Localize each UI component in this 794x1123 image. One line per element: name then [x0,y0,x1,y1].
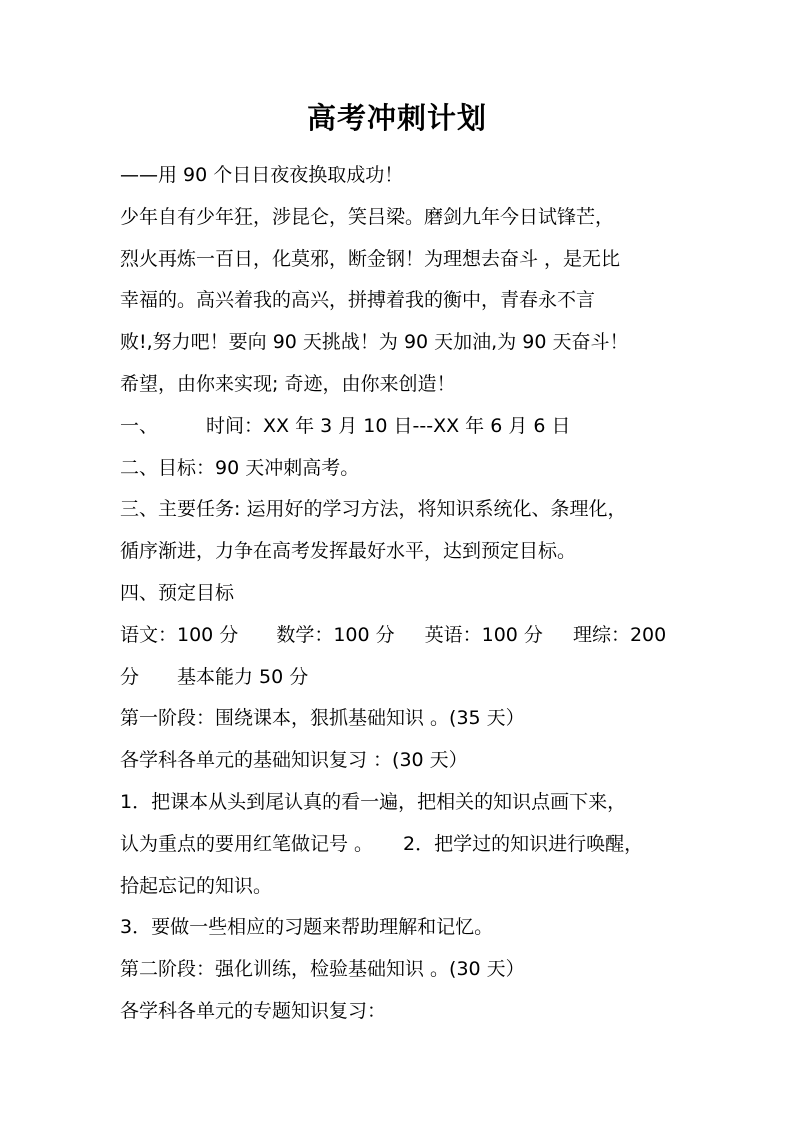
score-math: 数学：100 分 [276,623,395,646]
score-basic: 基本能力 50 分 [177,665,309,688]
intro-line-4: 败!,努力吧！要向 90 天挑战！为 90 天加油,为 90 天奋斗！ [120,331,629,354]
intro-line-3: 幸福的。高兴着我的高兴，拼搏着我的衡中，青春永不言 [120,289,596,312]
stage2-subheading: 各学科各单元的专题知识复习： [120,999,387,1022]
stage1-item2-start: 2．把学过的知识进行唤醒， [403,832,644,855]
score-chinese: 语文：100 分 [120,623,239,646]
intro-line-5: 希望，由你来实现; 奇迹，由你来创造！ [120,372,456,395]
score-english: 英语：100 分 [424,623,543,646]
stage1-subheading: 各学科各单元的基础知识复习 ：(30 天） [120,749,468,772]
score-science-prefix: 理综：200 [572,623,667,646]
document-body [120,155,680,1033]
stage1-item3: 3．要做一些相应的习题来帮助理解和记忆。 [120,916,494,939]
scores-line-1 [120,615,680,657]
intro-line-2: 烈火再炼一百日，化莫邪，断金钢！为理想去奋斗 ，是无比 [120,247,621,270]
intro-line-1: 少年自有少年狂，涉昆仑，笑吕梁。磨剑九年今日试锋芒， [120,205,615,228]
time-label: 一、 [120,414,159,437]
stage1-item1-tail: 认为重点的要用红笔做记号 。 [120,832,374,855]
time-text: 时间：XX 年 3 月 10 日---XX 年 6 月 6 日 [206,414,571,437]
stage1-item1-line1: 1．把课本从头到尾认真的看一遍，把相关的知识点画下来， [120,790,627,813]
target-heading: 四、预定目标 [120,581,235,604]
task-line-2: 循序渐进，力争在高考发挥最好水平，达到预定目标。 [120,540,577,563]
score-science-suffix: 分 [120,665,140,688]
scores-line-2 [120,657,680,699]
task-line-1: 三、主要任务: 运用好的学习方法，将知识系统化、条理化， [120,498,627,521]
goal-line: 二、目标：90 天冲刺高考。 [120,456,360,479]
time-line [120,406,680,448]
stage1-heading: 第一阶段：围绕课本，狠抓基础知识 。(35 天） [120,707,525,730]
stage1-item2-line3: 拾起忘记的知识。 [120,874,273,897]
stage2-heading: 第二阶段：强化训练，检验基础知识 。(30 天） [120,958,525,981]
subtitle-line: ——用 90 个日日夜夜换取成功！ [120,164,404,186]
stage1-item1-line2 [120,824,680,866]
document-title: 高考冲刺计划 [306,101,487,135]
